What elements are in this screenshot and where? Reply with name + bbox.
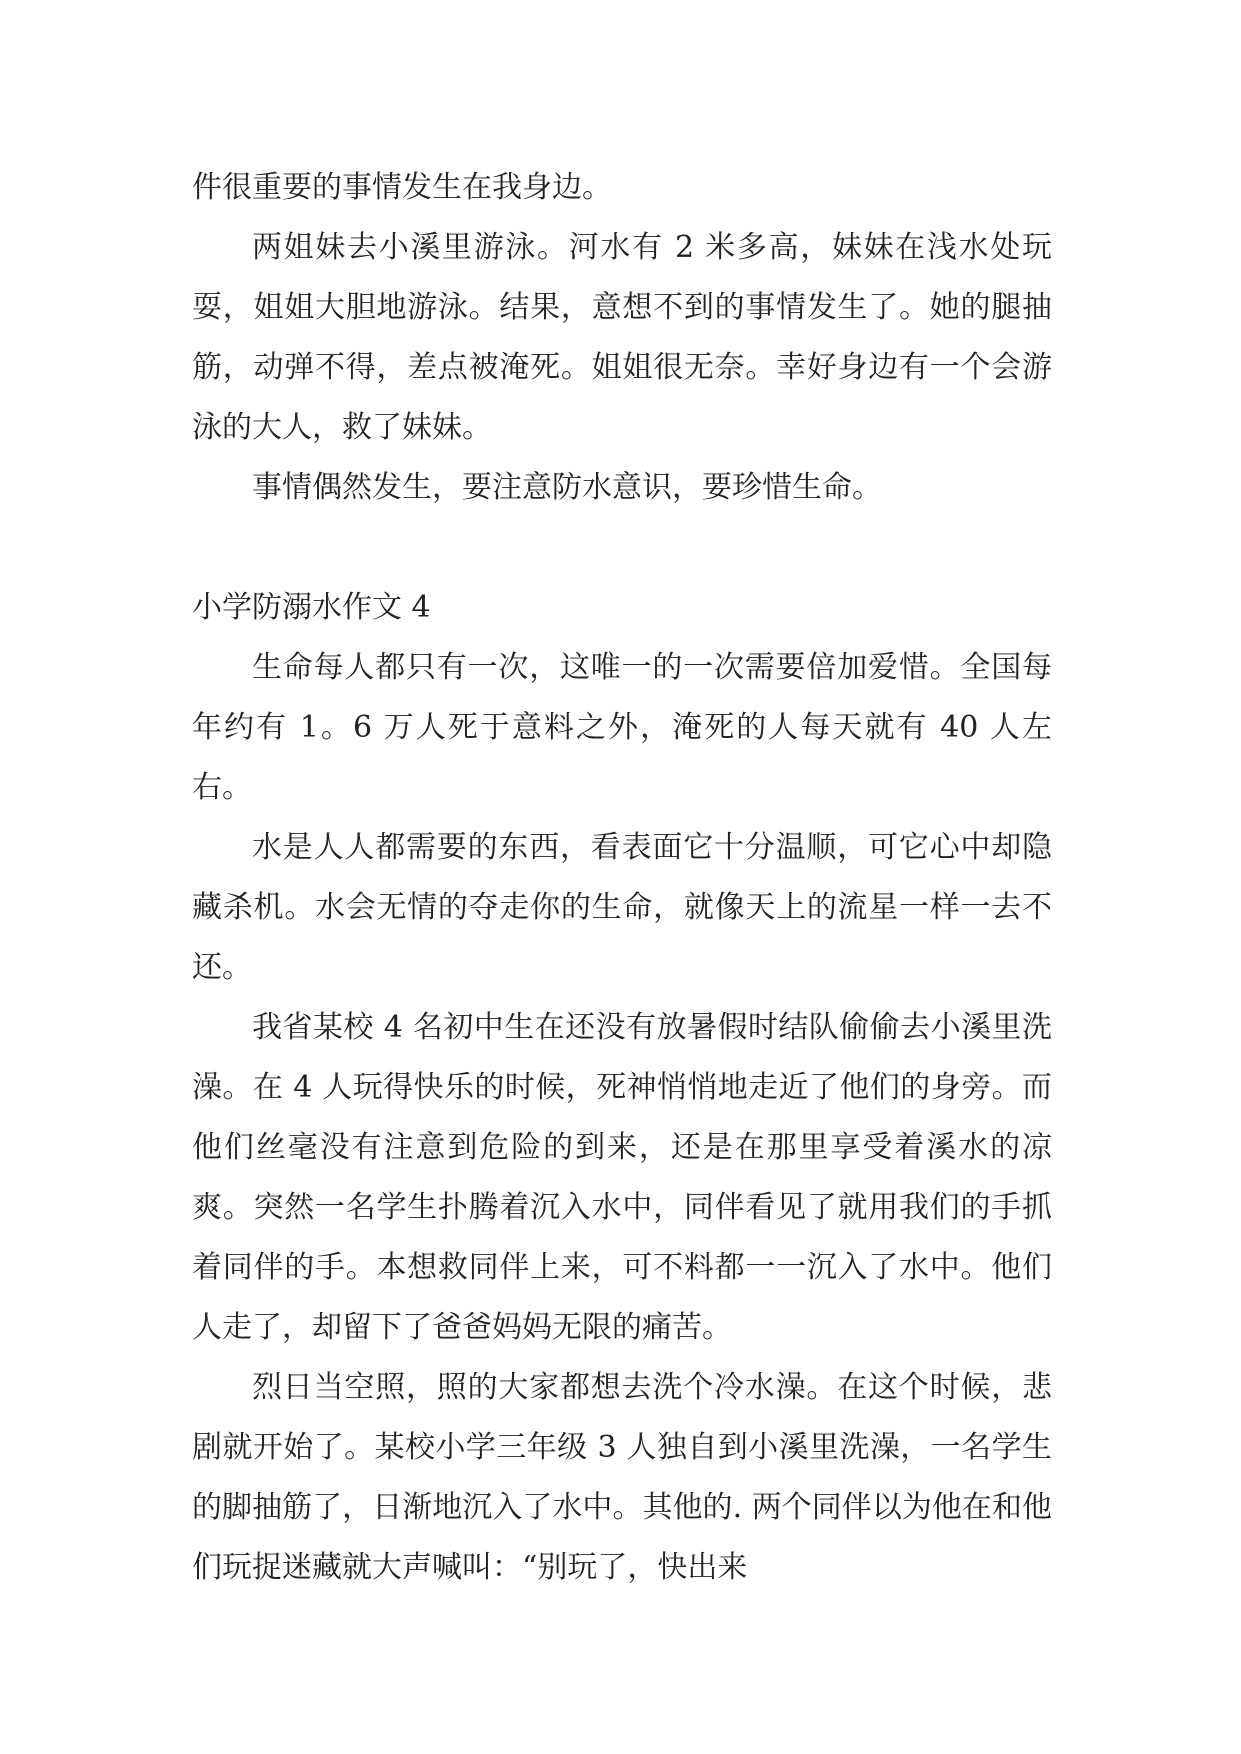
paragraph: 生命每人都只有一次，这唯一的一次需要倍加爱惜。全国每年约有 1。6 万人死于意料之外，淹死的人每天就有 40 人左右。 (192, 650, 1052, 805)
section-gap (192, 518, 1052, 578)
paragraph-continuation: 件很重要的事情发生在我身边。 (192, 170, 612, 205)
document-body (192, 158, 1052, 1598)
paragraph: 两姐妹去小溪里游泳。河水有 2 米多高，妹妹在浅水处玩耍，姐姐大胆地游泳。结果，意想不到的事情发生了。她的腿抽筋，动弹不得，差点被淹死。姐姐很无奈。幸好身边有一个会游泳的大人，救了妹妹。 (192, 230, 1052, 445)
paragraph: 我省某校 4 名初中生在还没有放暑假时结队偷偷去小溪里洗澡。在 4 人玩得快乐的时候，死神悄悄地走近了他们的身旁。而他们丝毫没有注意到危险的到来，还是在那里享受着溪水的凉爽。突然一名学生扑腾着沉入水中，同伴看见了就用我们的手抓着同伴的手。本想救同伴上来，可不料都一一沉入了水中。他们人走了，却留下了爸爸妈妈无限的痛苦。 (192, 1010, 1052, 1345)
paragraph: 水是人人都需要的东西，看表面它十分温顺，可它心中却隐藏杀机。水会无情的夺走你的生命，就像天上的流星一样一去不还。 (192, 830, 1052, 985)
paragraph: 烈日当空照，照的大家都想去洗个冷水澡。在这个时候，悲剧就开始了。某校小学三年级 3 人独自到小溪里洗澡，一名学生的脚抽筋了，日渐地沉入了水中。其他的. 两个同伴以为他在和他们玩捉迷藏就大声喊叫：“别玩了，快出来 (192, 1370, 1052, 1585)
paragraph: 事情偶然发生，要注意防水意识，要珍惜生命。 (252, 470, 882, 505)
section-title: 小学防溺水作文 4 (192, 590, 431, 625)
